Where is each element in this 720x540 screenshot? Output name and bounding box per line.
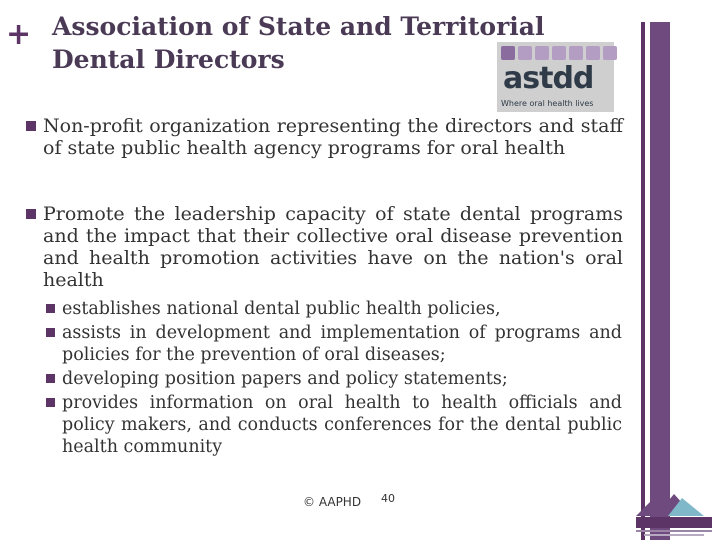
sub-bullet-item [62,322,622,366]
astdd-logo [497,42,614,112]
logo-squares-icon [501,46,617,60]
bullet-square-icon [46,374,55,383]
bullet-square-icon [26,121,36,131]
sub-bullet-text: establishes national dental public health policies, [62,299,501,319]
sub-bullet-item [62,368,622,390]
sub-bullet-text: assists in development and implementation of programs and policies for the prevention of oral diseases; [62,323,622,365]
logo-name: astdd [503,61,594,96]
logo-tagline: Where oral health lives [501,99,594,108]
aaphd-logo-icon [634,488,716,538]
accent-bar-thin [641,22,645,540]
bullet-item [43,115,623,159]
sub-bullet-list [62,298,622,460]
bullet-square-icon [46,304,55,313]
sub-bullet-item [62,298,622,320]
title-line-2: Dental Directors [52,45,285,74]
page-number: 40 [381,492,395,505]
bullet-square-icon [26,209,36,219]
bullet-square-icon [46,328,55,337]
bullet-text: Non-profit organization representing the directors and staff of state public health agency programs for oral health [43,115,623,159]
sub-bullet-text: provides information on oral health to health officials and policy makers, and conducts conferences for the dental public health community [62,393,622,457]
sub-bullet-item [62,392,622,458]
plus-icon: + [6,17,32,52]
sub-bullet-text: developing position papers and policy statements; [62,369,508,389]
accent-bar-thick [650,22,670,540]
bullet-item [43,203,623,291]
title-line-1: Association of State and Territorial [52,12,545,41]
slide-title [52,10,544,76]
bullet-square-icon [46,398,55,407]
bullet-text: Promote the leadership capacity of state dental programs and the impact that their collective oral disease prevention and health promotion activities have on the nation's oral health [43,203,623,291]
footer-copyright: © AAPHD [303,495,362,509]
